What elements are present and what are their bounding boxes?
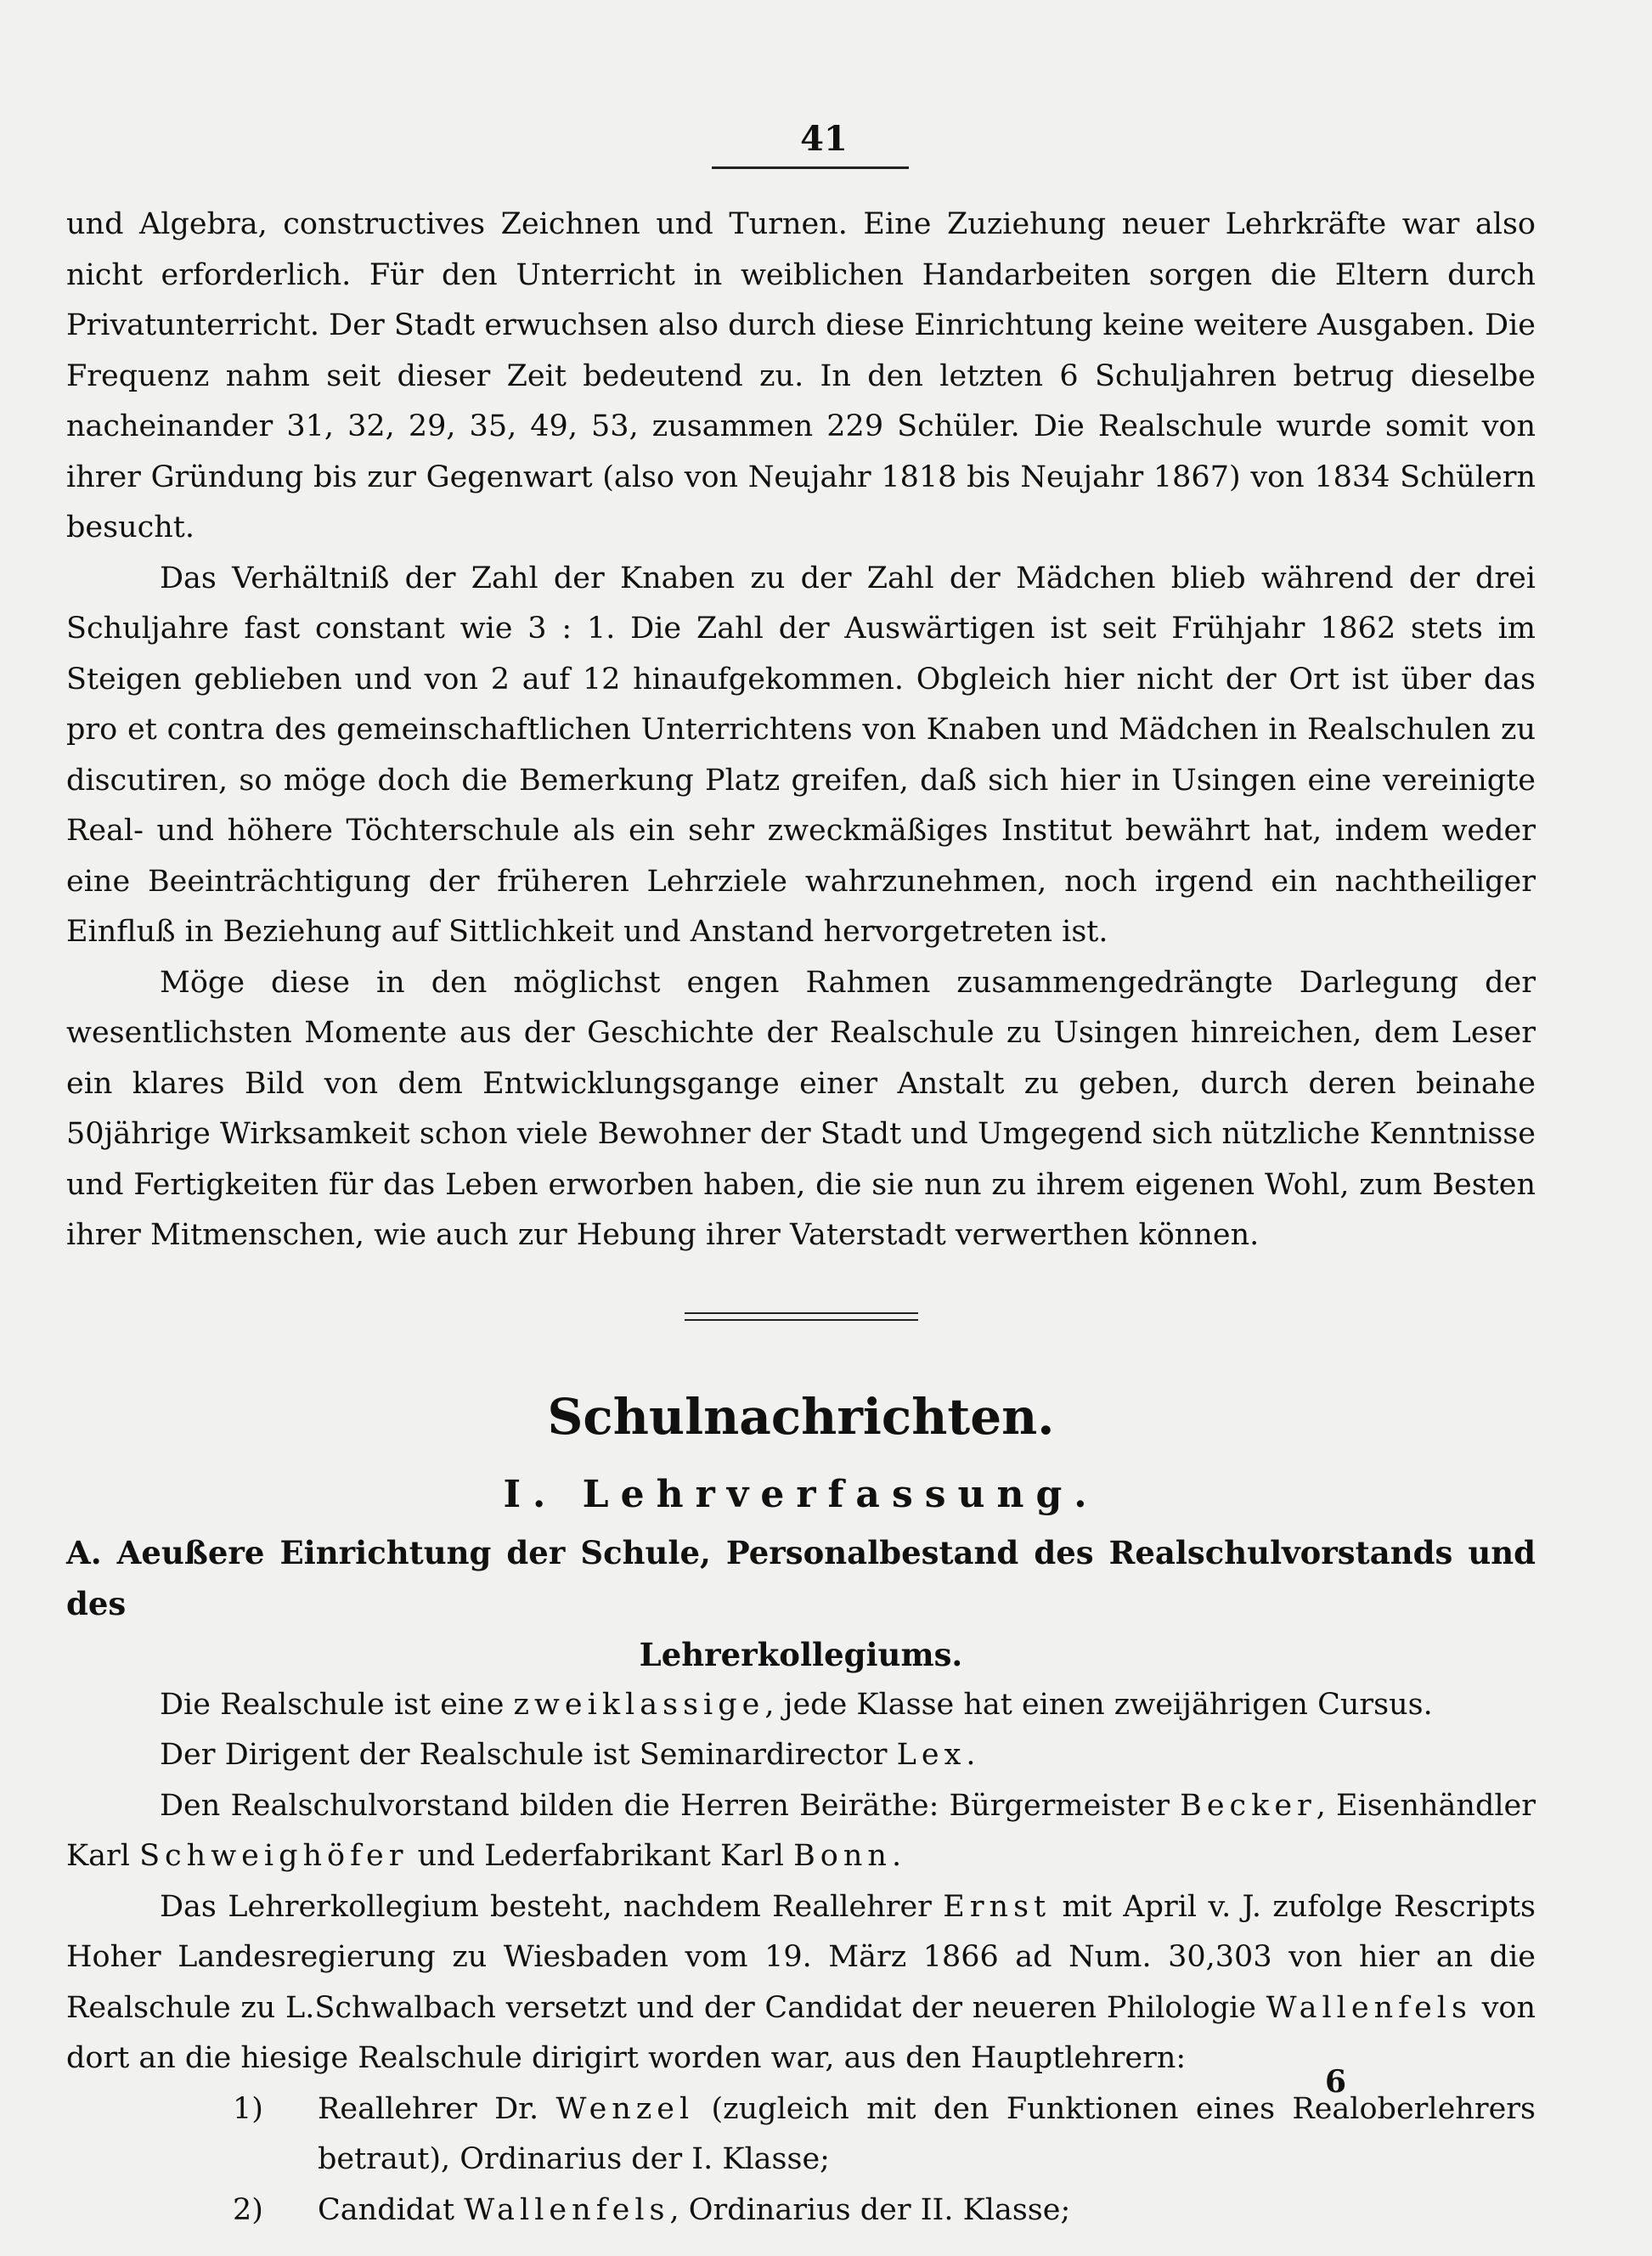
emphasis-run: Wallenfels (464, 2192, 670, 2227)
emphasis-run: Lex (896, 1738, 967, 1772)
paragraph-closing: Möge diese in den möglichst engen Rahmen zusammengedrängte Darlegung der wesentlichsten Momente aus der Geschichte der Realschule zu Usingen hinreichen, dem Leser ein klares Bild von dem Entwicklungsgange einer Anstalt zu geben, durch deren beinahe 50jährige Wirksamkeit schon viele Bewohner der Stadt und Umgegend sich nützliche Kenntnisse und Fertigkeiten für das Leben erworben haben, die sie nun zu ihrem eigenen Wohl, zum Besten ihrer Mitmenschen, wie auch zur Hebung ihrer Vaterstadt verwerthen können. (66, 965, 1536, 1252)
list-item-number: 2) (233, 2192, 263, 2227)
emphasis-run: zweiklassige (513, 1687, 765, 1722)
page-number: 41 (800, 119, 848, 159)
text-run: mit April v. J. zufolge Rescripts Hoher Landesregierung zu Wiesbaden vom 19. März 1866 ad Num. 30,303 von hier an die Realschule zu L.Schwalbach versetzt und der Candidat der neueren Philologie (66, 1889, 1536, 2025)
text-run: von dort an die hiesige Realschule dirigirt worden war, aus den Hauptlehrern: (66, 1990, 1536, 2075)
emphasis-run: Ernst (943, 1889, 1052, 1924)
section-a-heading-line2: Lehrerkollegiums. (639, 1635, 963, 1673)
text-run: Reallehrer Dr. (318, 2091, 556, 2126)
text-run: Den Realschulvorstand bilden die Herren Beiräthe: Bürgermeister (160, 1788, 1181, 1823)
list-item-number: 1) (233, 2091, 263, 2126)
text-run: Die Realschule ist eine (160, 1687, 514, 1722)
paragraph-teaching-staff (66, 1882, 1536, 2084)
paragraph-school-board (66, 1781, 1536, 1882)
text-run: Candidat (318, 2192, 465, 2227)
text-run: (zugleich mit den Funktionen eines Realoberlehrers betraut), Ordinarius der I. Klasse; (318, 2091, 1536, 2176)
school-news-heading: Schulnachrichten. (547, 1387, 1055, 1446)
text-run: Der Dirigent der Realschule ist Seminardirector (160, 1738, 897, 1772)
list-item (66, 2186, 1536, 2236)
section-divider (685, 1312, 918, 1321)
list-item (66, 2084, 1536, 2186)
paragraph-pupil-ratio: Das Verhältniß der Zahl der Knaben zu der Zahl der Mädchen blieb während der drei Schuljahre fast constant wie 3 : 1. Die Zahl der Auswärtigen ist seit Frühjahr 1862 stets im Steigen geblieben und von 2 auf 12 hinaufgekommen. Obgleich hier nicht der Ort ist über das pro et contra des gemeinschaftlichen Unterrichtens von Knaben und Mädchen in Realschulen zu discutiren, so möge doch die Bemerkung Platz greifen, daß sich hier in Usingen eine vereinigte Real- und höhere Töchterschule als ein sehr zweckmäßiges Institut bewährt hat, indem weder eine Beeinträchtigung der früheren Lehrziele wahrzunehmen, noch irgend ein nachtheiliger Einfluß in Beziehung auf Sittlichkeit und Anstand hervorgetreten ist. (66, 561, 1536, 949)
teacher-list (66, 2084, 1536, 2236)
text-run: . (891, 1839, 902, 1873)
text-run: . (966, 1738, 976, 1772)
page-body (66, 200, 1536, 2236)
section-a-heading (66, 1527, 1536, 1680)
page-number-rule (712, 166, 909, 169)
text-run: , Ordinarius der II. Klasse; (669, 2192, 1071, 2227)
emphasis-run: Becker (1180, 1788, 1317, 1823)
text-run: , jede Klasse hat einen zweijährigen Cursus. (764, 1687, 1433, 1722)
curriculum-heading: I. Lehrverfassung. (503, 1472, 1099, 1516)
emphasis-run: Wenzel (555, 2091, 695, 2126)
emphasis-run: Wallenfels (1266, 1990, 1472, 2025)
paragraph-school-classes (66, 1680, 1536, 1731)
text-run: Das Lehrerkollegium besteht, nachdem Reallehrer (160, 1889, 944, 1924)
emphasis-run: Bonn (793, 1839, 892, 1873)
paragraph-director (66, 1730, 1536, 1781)
text-run: , Eisenhändler Karl (66, 1788, 1536, 1873)
signature-mark: 6 (1325, 2064, 1347, 2100)
emphasis-run: Schweighöfer (139, 1839, 409, 1873)
section-a-heading-line1: A. Aeußere Einrichtung der Schule, Personalbestand des Realschulvorstands und des (66, 1533, 1536, 1622)
text-run: und Lederfabrikant Karl (408, 1839, 794, 1873)
paragraph-continuation: und Algebra, constructives Zeichnen und Turnen. Eine Zuziehung neuer Lehrkräfte war also nicht erforderlich. Für den Unterricht in weiblichen Handarbeiten sorgen die Eltern durch Privatunterricht. Der Stadt erwuchsen also durch diese Einrichtung keine weitere Ausgaben. Die Frequenz nahm seit dieser Zeit bedeutend zu. In den letzten 6 Schuljahren betrug dieselbe nacheinander 31, 32, 29, 35, 49, 53, zusammen 229 Schüler. Die Realschule wurde somit von ihrer Gründung bis zur Gegenwart (also von Neujahr 1818 bis Neujahr 1867) von 1834 Schülern besucht. (66, 207, 1536, 544)
